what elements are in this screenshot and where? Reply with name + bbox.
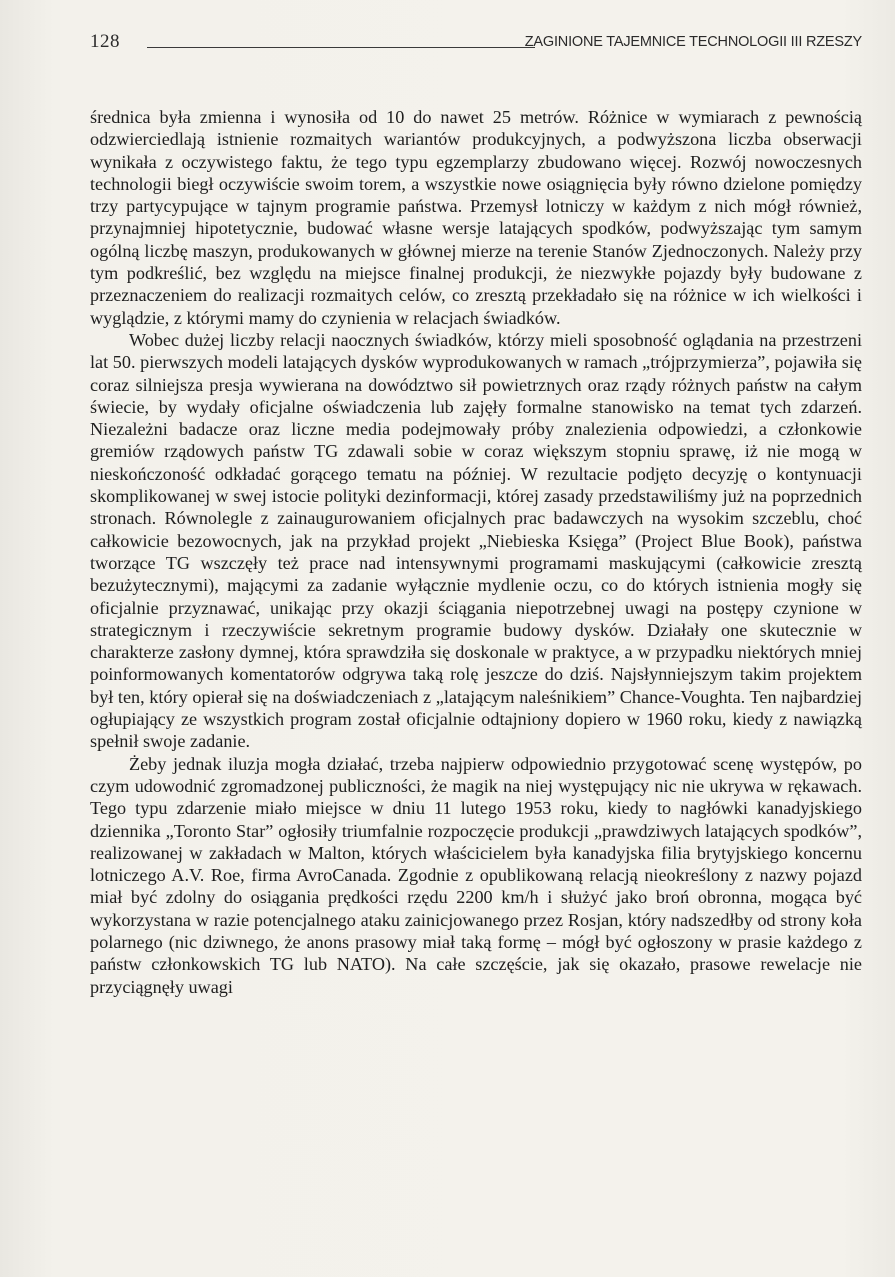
- paragraph: średnica była zmienna i wynosiła od 10 do nawet 25 metrów. Różnice w wymiarach z pewnością odzwierciedlają istnienie rozmaitych wariantów produkcyjnych, a podwyższona liczba obserwacji wynikała z oczywistego faktu, że tego typu egzemplarzy zbudowano więcej. Rozwój nowoczesnych technologii biegł oczywiście swoim torem, a wszystkie nowe osiągnięcia były równo dzielone pomiędzy trzy partycypujące w tajnym programie państwa. Przemysł lotniczy w każdym z nich mógł również, przynajmniej hipotetycznie, budować własne wersje latających spodków, podwyższając tym samym ogólną liczbę maszyn, produkowanych w głównej mierze na terenie Stanów Zjednoczonych. Należy przy tym podkreślić, bez względu na miejsce finalnej produkcji, że niezwykłe pojazdy były budowane z przeznaczeniem do realizacji rozmaitych celów, co zresztą przekładało się na różnice w ich wielkości i wyglądzie, z którymi mamy do czynienia w relacjach świadków.: [90, 107, 862, 328]
- paragraph: Żeby jednak iluzja mogła działać, trzeba najpierw odpowiednio przygotować scenę występów, po czym udowodnić zgromadzonej publiczności, że magik na niej występujący nic nie ukrywa w rękawach. Tego typu zdarzenie miało miejsce w dniu 11 lutego 1953 roku, kiedy to nagłówki kanadyjskiego dziennika „Toronto Star” ogłosiły triumfalnie rozpoczęcie produkcji „prawdziwych latających spodków”, realizowanej w zakładach w Malton, których właścicielem była kanadyjska filia brytyjskiego koncernu lotniczego A.V. Roe, firma AvroCanada. Zgodnie z opublikowaną relacją nieokreślony z nazwy pojazd miał być zdolny do osiągania prędkości rzędu 2200 km/h i służyć jako broń obronna, mogąca być wykorzystana w razie potencjalnego ataku zainicjowanego przez Rosjan, który nadszedłby od strony koła polarnego (nic dziwnego, że anons prasowy miał taką formę – mógł być ogłoszony w prasie każdego z państw członkowskich TG lub NATO). Na całe szczęście, jak się okazało, prasowe rewelacje nie przyciągnęły uwagi: [90, 753, 862, 997]
- running-title: ZAGINIONE TAJEMNICE TECHNOLOGII III RZESZY: [524, 34, 862, 50]
- paragraph: Wobec dużej liczby relacji naocznych świadków, którzy mieli sposobność oglądania na przestrzeni lat 50. pierwszych modeli latających dysków wyprodukowanych w ramach „trójprzymierza”, pojawiła się coraz silniejsza presja wywierana na dowództwo sił powietrznych oraz rządy różnych państw na całym świecie, by wydały oficjalne oświadczenia lub zajęły formalne stanowisko na temat tych zdarzeń. Niezależni badacze oraz liczne media podejmowały próby znalezienia odpowiedzi, a członkowie gremiów rządowych państw TG zdawali sobie w coraz większym stopniu sprawę, iż nie mogą w nieskończoność odkładać gorącego tematu na później. W rezultacie podjęto decyzję o kontynuacji skomplikowanej w swej istocie polityki dezinformacji, której zasady przedstawiliśmy już na poprzednich stronach. Równolegle z zainaugurowaniem oficjalnych prac badawczych na wysokim szczeblu, choć całkowicie bezowocnych, jak na przykład projekt „Niebieska Księga” (Project Blue Book), państwa tworzące TG wszczęły też prace nad intensywnymi programami maskującymi (całkowicie zresztą bezużytecznymi), mającymi za zadanie wyłącznie mydlenie oczu, co do których istnienia mogły się oficjalnie przyznawać, unikając przy okazji ściągania niepotrzebnej uwagi na postępy czynione w strategicznym i rzeczywiście sekretnym programie budowy dysków. Działały one skutecznie w charakterze zasłony dymnej, która sprawdziła się doskonale w praktyce, a w przypadku niektórych mniej poinformowanych komentatorów odgrywa taką rolę jeszcze do dziś. Najsłynniejszym takim projektem był ten, który opierał się na doświadczeniach z „latającym naleśnikiem” Chance-Voughta. Ten najbardziej ogłupiający ze wszystkich program został oficjalnie odtajniony dopiero w 1960 roku, kiedy z nawiązką spełnił swoje zadanie.: [90, 329, 862, 752]
- page-number: 128: [90, 31, 120, 52]
- header-rule: [147, 47, 535, 48]
- body-text: [90, 106, 862, 998]
- page-header: [90, 30, 862, 54]
